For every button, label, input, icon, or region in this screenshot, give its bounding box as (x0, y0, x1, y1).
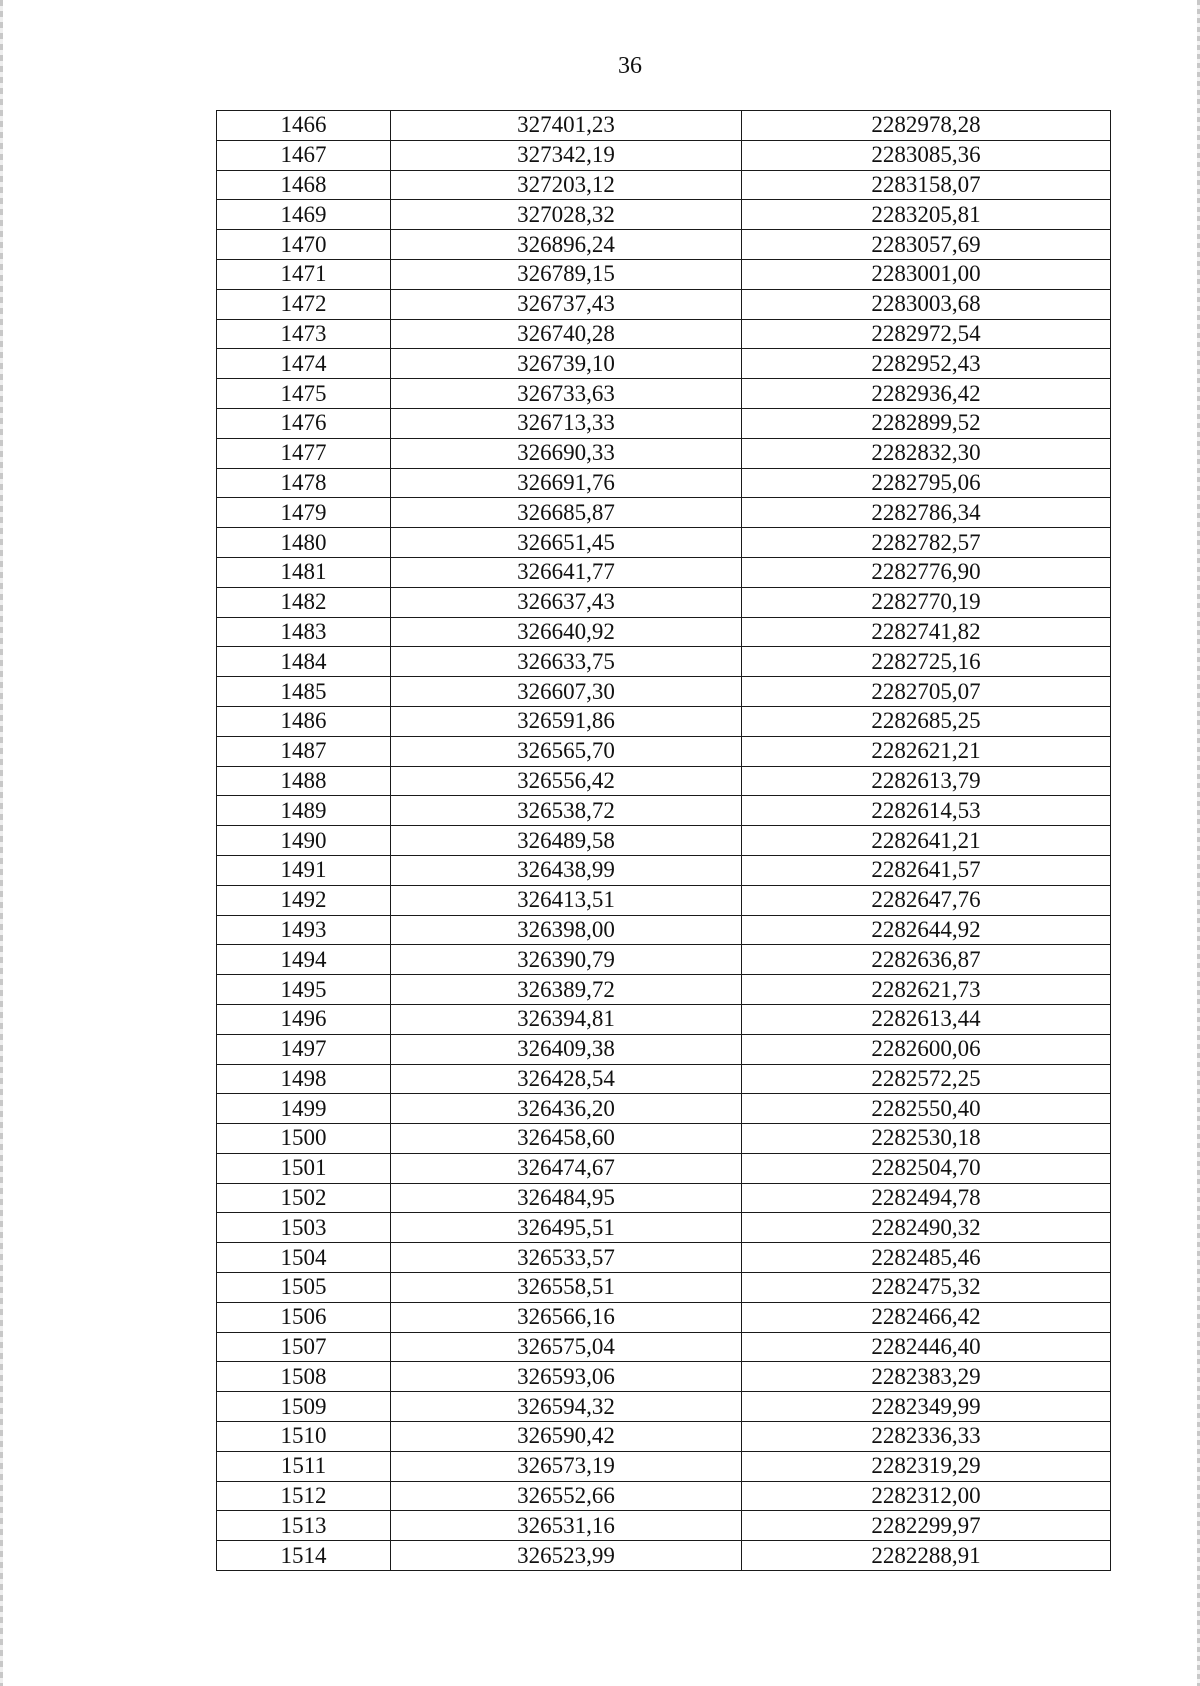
table-row (217, 975, 1111, 1005)
point-number-cell: 1466 (217, 111, 391, 141)
table-row (217, 1332, 1111, 1362)
y-coordinate-cell: 2282636,87 (742, 945, 1111, 975)
y-coordinate-cell: 2282641,57 (742, 855, 1111, 885)
table-row (217, 259, 1111, 289)
x-coordinate-cell: 326633,75 (391, 647, 742, 677)
y-coordinate-cell: 2282641,21 (742, 826, 1111, 856)
point-number-cell: 1494 (217, 945, 391, 975)
y-coordinate-cell: 2282504,70 (742, 1153, 1111, 1183)
point-number-cell: 1498 (217, 1064, 391, 1094)
table-row (217, 945, 1111, 975)
y-coordinate-cell: 2282832,30 (742, 438, 1111, 468)
y-coordinate-cell: 2282446,40 (742, 1332, 1111, 1362)
table-row (217, 289, 1111, 319)
table-row (217, 766, 1111, 796)
table-row (217, 885, 1111, 915)
point-number-cell: 1481 (217, 557, 391, 587)
table-row (217, 706, 1111, 736)
table-row (217, 170, 1111, 200)
y-coordinate-cell: 2282319,29 (742, 1451, 1111, 1481)
x-coordinate-cell: 326573,19 (391, 1451, 742, 1481)
x-coordinate-cell: 326607,30 (391, 677, 742, 707)
table-row (217, 1213, 1111, 1243)
x-coordinate-cell: 326713,33 (391, 408, 742, 438)
y-coordinate-cell: 2282613,44 (742, 1004, 1111, 1034)
y-coordinate-cell: 2282550,40 (742, 1094, 1111, 1124)
y-coordinate-cell: 2282899,52 (742, 408, 1111, 438)
x-coordinate-cell: 326558,51 (391, 1273, 742, 1303)
point-number-cell: 1499 (217, 1094, 391, 1124)
x-coordinate-cell: 326594,32 (391, 1392, 742, 1422)
table-row (217, 1243, 1111, 1273)
y-coordinate-cell: 2282978,28 (742, 111, 1111, 141)
point-number-cell: 1482 (217, 587, 391, 617)
table-row (217, 200, 1111, 230)
x-coordinate-cell: 327401,23 (391, 111, 742, 141)
point-number-cell: 1478 (217, 468, 391, 498)
table-row (217, 1392, 1111, 1422)
point-number-cell: 1485 (217, 677, 391, 707)
point-number-cell: 1505 (217, 1273, 391, 1303)
table-row (217, 1362, 1111, 1392)
y-coordinate-cell: 2282685,25 (742, 706, 1111, 736)
point-number-cell: 1508 (217, 1362, 391, 1392)
point-number-cell: 1470 (217, 230, 391, 260)
x-coordinate-cell: 326739,10 (391, 349, 742, 379)
x-coordinate-cell: 326575,04 (391, 1332, 742, 1362)
x-coordinate-cell: 326438,99 (391, 855, 742, 885)
y-coordinate-cell: 2282349,99 (742, 1392, 1111, 1422)
table-row (217, 379, 1111, 409)
x-coordinate-cell: 326591,86 (391, 706, 742, 736)
table-row (217, 587, 1111, 617)
table-row (217, 1034, 1111, 1064)
table-row (217, 1064, 1111, 1094)
table-row (217, 1124, 1111, 1154)
point-number-cell: 1472 (217, 289, 391, 319)
y-coordinate-cell: 2282485,46 (742, 1243, 1111, 1273)
x-coordinate-cell: 326740,28 (391, 319, 742, 349)
x-coordinate-cell: 326637,43 (391, 587, 742, 617)
y-coordinate-cell: 2282705,07 (742, 677, 1111, 707)
point-number-cell: 1471 (217, 259, 391, 289)
y-coordinate-cell: 2283001,00 (742, 259, 1111, 289)
x-coordinate-cell: 326394,81 (391, 1004, 742, 1034)
point-number-cell: 1493 (217, 915, 391, 945)
table-row (217, 557, 1111, 587)
point-number-cell: 1501 (217, 1153, 391, 1183)
x-coordinate-cell: 326690,33 (391, 438, 742, 468)
x-coordinate-cell: 326458,60 (391, 1124, 742, 1154)
y-coordinate-cell: 2282770,19 (742, 587, 1111, 617)
y-coordinate-cell: 2282466,42 (742, 1302, 1111, 1332)
y-coordinate-cell: 2282952,43 (742, 349, 1111, 379)
x-coordinate-cell: 326523,99 (391, 1541, 742, 1571)
y-coordinate-cell: 2282383,29 (742, 1362, 1111, 1392)
y-coordinate-cell: 2282600,06 (742, 1034, 1111, 1064)
y-coordinate-cell: 2282972,54 (742, 319, 1111, 349)
y-coordinate-cell: 2282299,97 (742, 1511, 1111, 1541)
y-coordinate-cell: 2282725,16 (742, 647, 1111, 677)
y-coordinate-cell: 2282490,32 (742, 1213, 1111, 1243)
table-row (217, 647, 1111, 677)
x-coordinate-cell: 326538,72 (391, 796, 742, 826)
point-number-cell: 1511 (217, 1451, 391, 1481)
table-row (217, 1094, 1111, 1124)
point-number-cell: 1491 (217, 855, 391, 885)
point-number-cell: 1496 (217, 1004, 391, 1034)
point-number-cell: 1503 (217, 1213, 391, 1243)
point-number-cell: 1474 (217, 349, 391, 379)
table-row (217, 1302, 1111, 1332)
table-row (217, 1451, 1111, 1481)
x-coordinate-cell: 326565,70 (391, 736, 742, 766)
x-coordinate-cell: 327028,32 (391, 200, 742, 230)
table-row (217, 230, 1111, 260)
x-coordinate-cell: 326640,92 (391, 617, 742, 647)
point-number-cell: 1486 (217, 706, 391, 736)
x-coordinate-cell: 326489,58 (391, 826, 742, 856)
y-coordinate-cell: 2282795,06 (742, 468, 1111, 498)
table-row (217, 677, 1111, 707)
point-number-cell: 1487 (217, 736, 391, 766)
x-coordinate-cell: 326556,42 (391, 766, 742, 796)
y-coordinate-cell: 2282572,25 (742, 1064, 1111, 1094)
table-row (217, 140, 1111, 170)
point-number-cell: 1483 (217, 617, 391, 647)
point-number-cell: 1490 (217, 826, 391, 856)
point-number-cell: 1504 (217, 1243, 391, 1273)
x-coordinate-cell: 327342,19 (391, 140, 742, 170)
table-row (217, 826, 1111, 856)
point-number-cell: 1484 (217, 647, 391, 677)
table-row (217, 468, 1111, 498)
point-number-cell: 1500 (217, 1124, 391, 1154)
x-coordinate-cell: 326436,20 (391, 1094, 742, 1124)
point-number-cell: 1497 (217, 1034, 391, 1064)
table-row (217, 111, 1111, 141)
y-coordinate-cell: 2282786,34 (742, 498, 1111, 528)
x-coordinate-cell: 326651,45 (391, 528, 742, 558)
y-coordinate-cell: 2282475,32 (742, 1273, 1111, 1303)
x-coordinate-cell: 326390,79 (391, 945, 742, 975)
x-coordinate-cell: 326691,76 (391, 468, 742, 498)
x-coordinate-cell: 327203,12 (391, 170, 742, 200)
x-coordinate-cell: 326398,00 (391, 915, 742, 945)
x-coordinate-cell: 326593,06 (391, 1362, 742, 1392)
point-number-cell: 1489 (217, 796, 391, 826)
y-coordinate-cell: 2282782,57 (742, 528, 1111, 558)
x-coordinate-cell: 326552,66 (391, 1481, 742, 1511)
table-row (217, 1422, 1111, 1452)
table-row (217, 528, 1111, 558)
table-row (217, 1511, 1111, 1541)
x-coordinate-cell: 326590,42 (391, 1422, 742, 1452)
table-row (217, 736, 1111, 766)
y-coordinate-cell: 2282647,76 (742, 885, 1111, 915)
table-row (217, 617, 1111, 647)
table-row (217, 498, 1111, 528)
page-number: 36 (618, 53, 642, 79)
y-coordinate-cell: 2282776,90 (742, 557, 1111, 587)
point-number-cell: 1492 (217, 885, 391, 915)
y-coordinate-cell: 2283085,36 (742, 140, 1111, 170)
y-coordinate-cell: 2283158,07 (742, 170, 1111, 200)
table-row (217, 1481, 1111, 1511)
table-row (217, 796, 1111, 826)
table-row (217, 438, 1111, 468)
y-coordinate-cell: 2283003,68 (742, 289, 1111, 319)
y-coordinate-cell: 2282288,91 (742, 1541, 1111, 1571)
point-number-cell: 1509 (217, 1392, 391, 1422)
x-coordinate-cell: 326389,72 (391, 975, 742, 1005)
table-row (217, 1183, 1111, 1213)
y-coordinate-cell: 2282336,33 (742, 1422, 1111, 1452)
point-number-cell: 1467 (217, 140, 391, 170)
x-coordinate-cell: 326484,95 (391, 1183, 742, 1213)
point-number-cell: 1473 (217, 319, 391, 349)
point-number-cell: 1480 (217, 528, 391, 558)
x-coordinate-cell: 326533,57 (391, 1243, 742, 1273)
y-coordinate-cell: 2282621,21 (742, 736, 1111, 766)
y-coordinate-cell: 2282621,73 (742, 975, 1111, 1005)
x-coordinate-cell: 326566,16 (391, 1302, 742, 1332)
x-coordinate-cell: 326409,38 (391, 1034, 742, 1064)
y-coordinate-cell: 2282613,79 (742, 766, 1111, 796)
table-row (217, 319, 1111, 349)
x-coordinate-cell: 326641,77 (391, 557, 742, 587)
y-coordinate-cell: 2282312,00 (742, 1481, 1111, 1511)
point-number-cell: 1479 (217, 498, 391, 528)
table-row (217, 349, 1111, 379)
y-coordinate-cell: 2282614,53 (742, 796, 1111, 826)
y-coordinate-cell: 2283057,69 (742, 230, 1111, 260)
table-row (217, 1004, 1111, 1034)
point-number-cell: 1476 (217, 408, 391, 438)
point-number-cell: 1513 (217, 1511, 391, 1541)
point-number-cell: 1488 (217, 766, 391, 796)
y-coordinate-cell: 2282936,42 (742, 379, 1111, 409)
x-coordinate-cell: 326495,51 (391, 1213, 742, 1243)
point-number-cell: 1506 (217, 1302, 391, 1332)
x-coordinate-cell: 326685,87 (391, 498, 742, 528)
table-row (217, 408, 1111, 438)
x-coordinate-cell: 326896,24 (391, 230, 742, 260)
point-number-cell: 1514 (217, 1541, 391, 1571)
point-number-cell: 1468 (217, 170, 391, 200)
x-coordinate-cell: 326474,67 (391, 1153, 742, 1183)
y-coordinate-cell: 2282741,82 (742, 617, 1111, 647)
coordinates-table (216, 110, 1111, 1571)
point-number-cell: 1510 (217, 1422, 391, 1452)
y-coordinate-cell: 2282530,18 (742, 1124, 1111, 1154)
x-coordinate-cell: 326531,16 (391, 1511, 742, 1541)
table-row (217, 915, 1111, 945)
point-number-cell: 1512 (217, 1481, 391, 1511)
x-coordinate-cell: 326737,43 (391, 289, 742, 319)
x-coordinate-cell: 326428,54 (391, 1064, 742, 1094)
point-number-cell: 1495 (217, 975, 391, 1005)
point-number-cell: 1469 (217, 200, 391, 230)
point-number-cell: 1477 (217, 438, 391, 468)
y-coordinate-cell: 2282644,92 (742, 915, 1111, 945)
table-row (217, 1153, 1111, 1183)
x-coordinate-cell: 326733,63 (391, 379, 742, 409)
point-number-cell: 1475 (217, 379, 391, 409)
y-coordinate-cell: 2283205,81 (742, 200, 1111, 230)
x-coordinate-cell: 326789,15 (391, 259, 742, 289)
scan-edge-left (0, 0, 3, 1686)
x-coordinate-cell: 326413,51 (391, 885, 742, 915)
coordinates-table-body (217, 111, 1111, 1571)
table-row (217, 855, 1111, 885)
point-number-cell: 1507 (217, 1332, 391, 1362)
point-number-cell: 1502 (217, 1183, 391, 1213)
table-row (217, 1273, 1111, 1303)
table-row (217, 1541, 1111, 1571)
y-coordinate-cell: 2282494,78 (742, 1183, 1111, 1213)
